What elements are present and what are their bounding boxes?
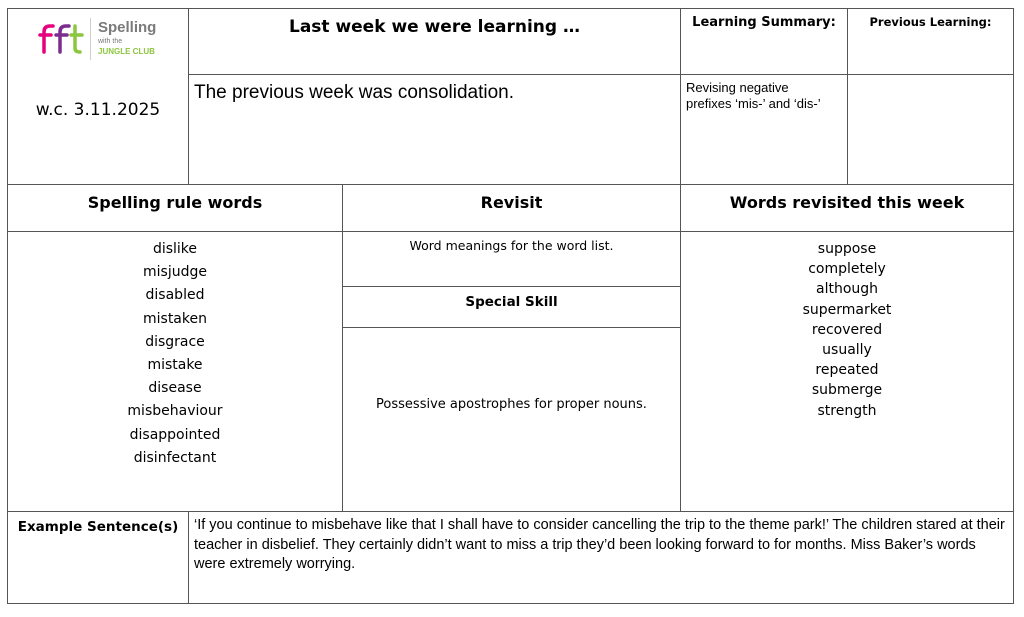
border-example-top — [7, 511, 1014, 512]
logo-with: with the — [98, 38, 123, 45]
revisited-word-list — [681, 239, 1013, 421]
border-col-revisit-left — [342, 184, 343, 512]
spelling-word: misbehaviour — [127, 403, 223, 420]
border-skill-bottom — [342, 327, 681, 328]
logo — [38, 18, 168, 64]
border-header-row — [7, 231, 1014, 232]
spelling-word: misjudge — [143, 264, 207, 281]
revisited-word: although — [815, 281, 879, 298]
spelling-word: mistaken — [143, 310, 207, 327]
border-right — [1013, 8, 1014, 604]
revisited-word: repeated — [815, 362, 879, 379]
border-col-example — [188, 511, 189, 604]
learning-summary-text: Revising negative prefixes ‘mis-’ and ‘dis-’ — [686, 80, 821, 111]
revisit-heading: Revisit — [480, 193, 543, 212]
spelling-word: disappointed — [129, 426, 221, 443]
revisited-word: strength — [817, 402, 877, 419]
revisited-word: recovered — [811, 321, 883, 338]
logo-divider — [90, 18, 91, 60]
border-col-previous — [847, 8, 848, 185]
border-row2 — [7, 184, 1014, 185]
revisited-word: usually — [822, 342, 872, 359]
border-revisit-bottom — [342, 286, 681, 287]
last-week-heading: Last week we were learning … — [288, 17, 580, 37]
spelling-word: disabled — [145, 287, 205, 304]
border-top — [7, 8, 1014, 9]
revisited-word: supermarket — [802, 301, 892, 318]
special-skill-heading: Special Skill — [465, 294, 558, 310]
logo-club: JUNGLE CLUB — [98, 47, 155, 56]
revisit-text: Word meanings for the word list. — [409, 238, 614, 253]
spelling-word: dislike — [152, 241, 198, 257]
fft-logo-icon — [38, 18, 90, 62]
spelling-word-list — [8, 238, 342, 470]
spelling-word: disinfectant — [133, 449, 217, 466]
week-date: w.c. 3.11.2025 — [35, 100, 161, 120]
logo-title: Spelling — [98, 19, 157, 36]
spelling-rule-heading: Spelling rule words — [87, 193, 263, 212]
last-week-text: The previous week was consolidation. — [194, 82, 515, 103]
spelling-word: disease — [148, 380, 202, 397]
words-revisited-heading: Words revisited this week — [729, 193, 965, 212]
spelling-word: mistake — [147, 357, 203, 374]
revisited-word: completely — [808, 261, 886, 278]
border-row1-right — [188, 74, 1014, 75]
example-text: ‘If you continue to misbehave like that I shall have to consider cancelling the trip to the theme park!’ The children stared at their teacher in disbelief. They certainly didn’t want to miss a trip they’d been looking forward to for months. Miss Baker’s words were extremely worrying. — [194, 517, 1005, 572]
previous-learning-heading: Previous Learning: — [869, 15, 992, 29]
spelling-word: disgrace — [145, 333, 205, 350]
example-heading: Example Sentence(s) — [17, 519, 179, 535]
border-col-summary — [680, 8, 681, 185]
special-skill-text: Possessive apostrophes for proper nouns. — [376, 397, 647, 412]
learning-summary-heading: Learning Summary: — [692, 15, 836, 30]
revisited-word: submerge — [811, 382, 883, 399]
revisited-word: suppose — [817, 241, 877, 257]
border-bottom — [7, 603, 1014, 604]
